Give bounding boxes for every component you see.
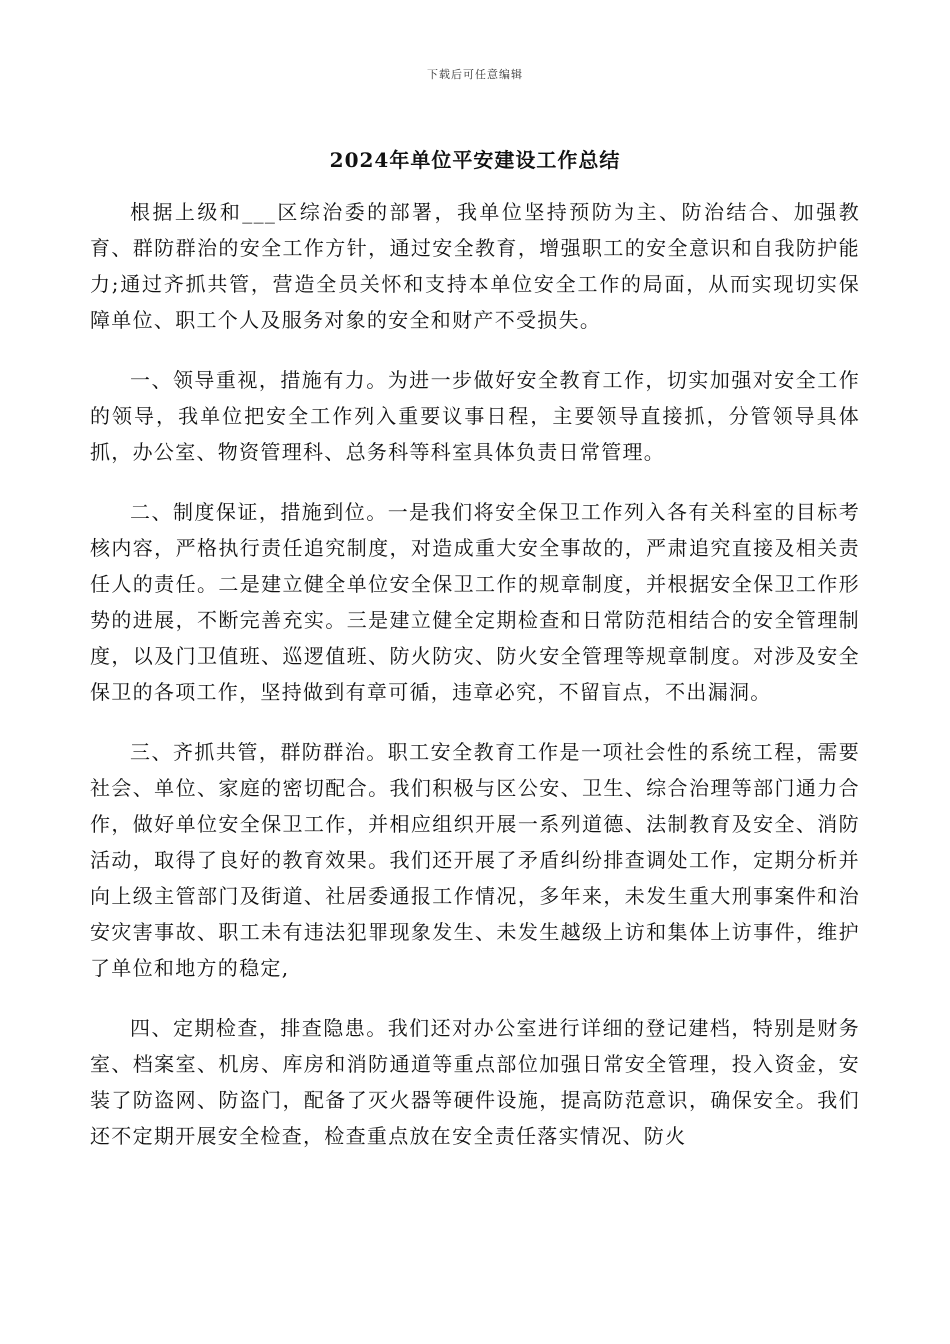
- header-note: 下载后可任意编辑: [427, 68, 523, 81]
- document-title: 2024年单位平安建设工作总结: [329, 148, 621, 172]
- paragraph-section-1: 一、领导重视，措施有力。为进一步做好安全教育工作，切实加强对安全工作的领导，我单位把安全工作列入重要议事日程，主要领导直接抓，分管领导具体抓，办公室、物资管理科、总务科等科室具体负责日常管理。: [90, 368, 860, 464]
- paragraph-intro: 根据上级和___区综治委的部署，我单位坚持预防为主、防治结合、加强教育、群防群治的安全工作方针，通过安全教育，增强职工的安全意识和自我防护能力;通过齐抓共管，营造全员关怀和支持本单位安全工作的局面，从而实现切实保障单位、职工个人及服务对象的安全和财产不受损失。: [90, 200, 860, 332]
- paragraph-section-3: 三、齐抓共管，群防群治。职工安全教育工作是一项社会性的系统工程，需要社会、单位、家庭的密切配合。我们积极与区公安、卫生、综合治理等部门通力合作，做好单位安全保卫工作，并相应组织开展一系列道德、法制教育及安全、消防活动，取得了良好的教育效果。我们还开展了矛盾纠纷排查调处工作，定期分析并向上级主管部门及街道、社居委通报工作情况，多年来，未发生重大刑事案件和治安灾害事故、职工未有违法犯罪现象发生、未发生越级上访和集体上访事件，维护了单位和地方的稳定,: [90, 740, 860, 980]
- paragraph-section-4: 四、定期检查，排查隐患。我们还对办公室进行详细的登记建档，特别是财务室、档案室、机房、库房和消防通道等重点部位加强日常安全管理，投入资金，安装了防盗网、防盗门，配备了灭火器等硬件设施，提高防范意识，确保安全。我们还不定期开展安全检查，检查重点放在安全责任落实情况、防火: [90, 1016, 860, 1148]
- document-body: [90, 194, 860, 1178]
- paragraph-section-2: 二、制度保证，措施到位。一是我们将安全保卫工作列入各有关科室的目标考核内容，严格执行责任追究制度，对造成重大安全事故的，严肃追究直接及相关责任人的责任。二是建立健全单位安全保卫工作的规章制度，并根据安全保卫工作形势的进展，不断完善充实。三是建立健全定期检查和日常防范相结合的安全管理制度，以及门卫值班、巡逻值班、防火防灾、防火安全管理等规章制度。对涉及安全保卫的各项工作，坚持做到有章可循，违章必究，不留盲点，不出漏洞。: [90, 500, 860, 704]
